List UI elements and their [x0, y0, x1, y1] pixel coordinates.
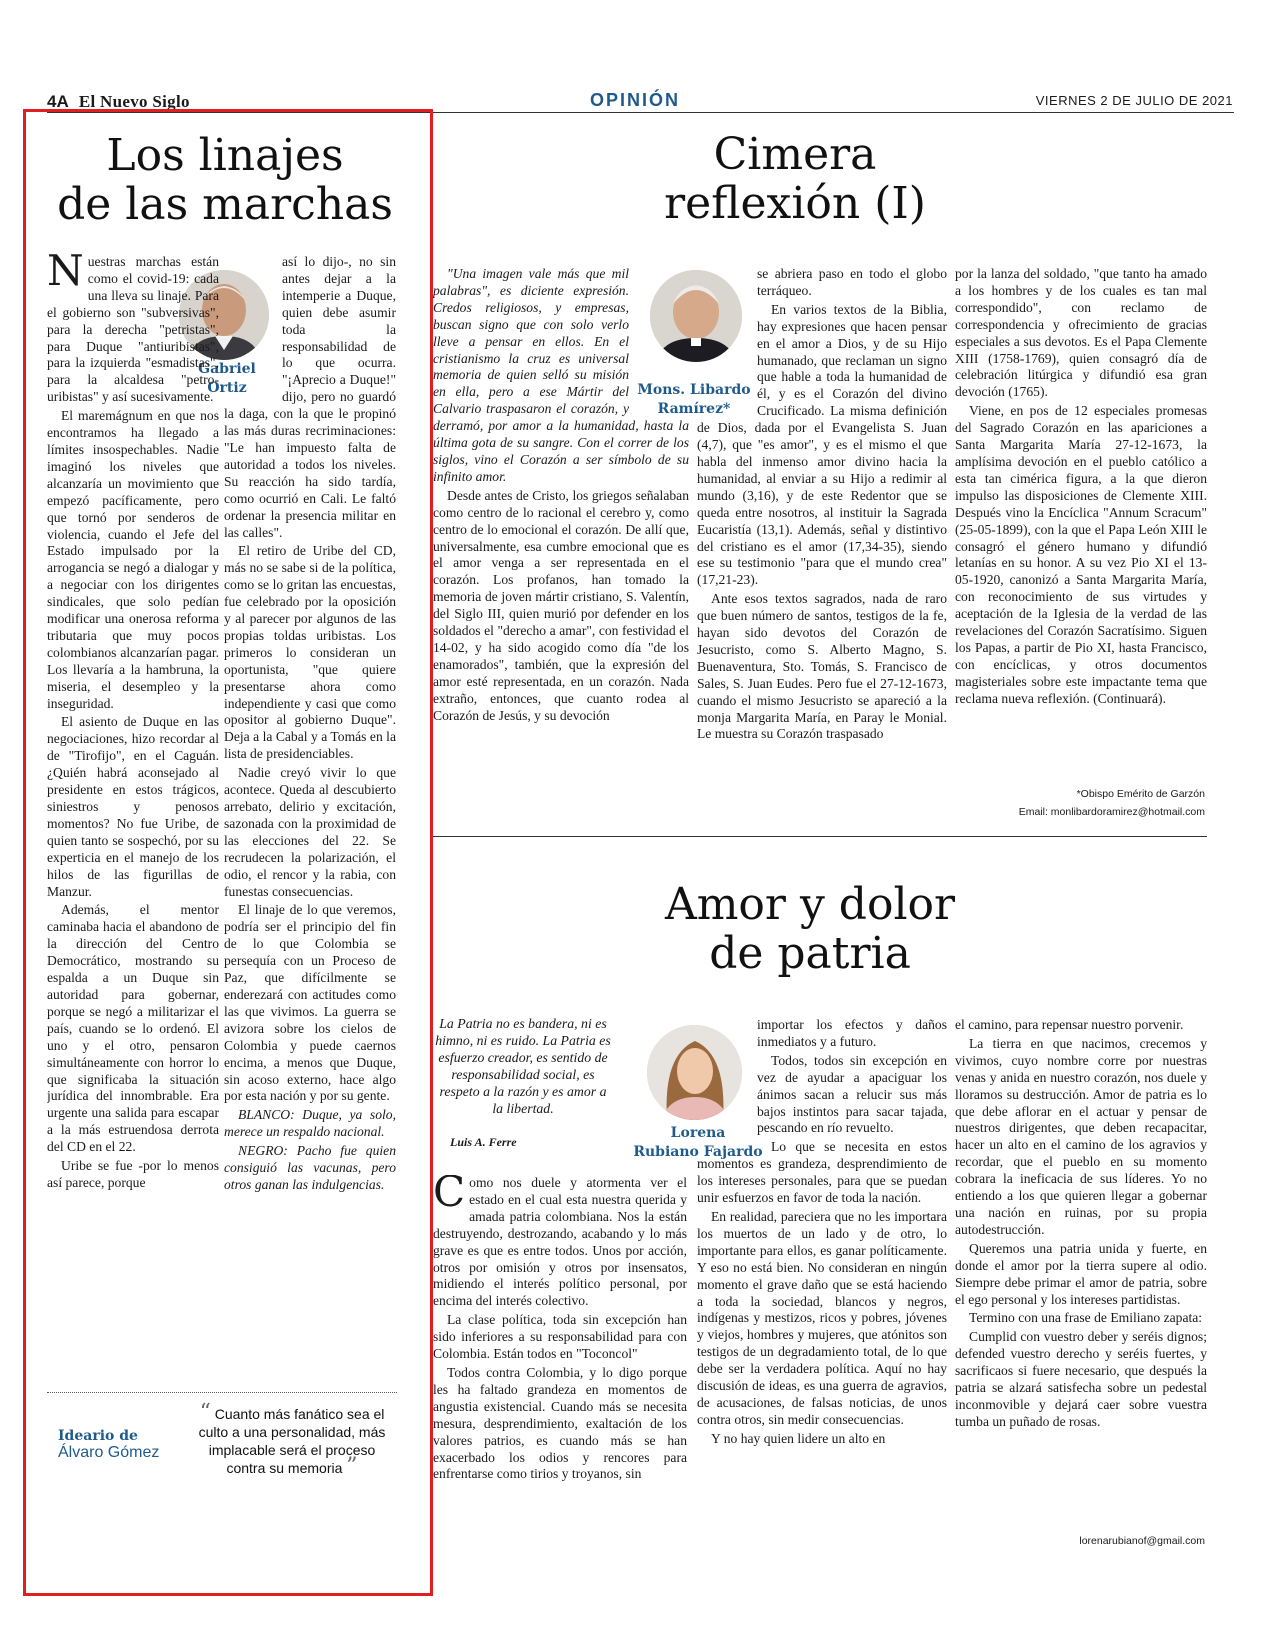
article1-paragraph: El asiento de Duque en las negociaciones, hizo recordar al de "Tirofijo", en el Caguán. ¿Quién habrá aconsejado al presidente en estos trágicos, siniestros y penosos momentos? No fue Uribe, de quien tanto se sospechó, por su experticia en el manejo de los hilos de las figurillas de Manzur.	[47, 714, 219, 899]
paragraph-text: uestras marchas están como el covid-19: cada una lleva su linaje. Para el gobierno son "subversivas", para la derecha "petristas", para Duque "antiuribistas", para la izquierda "esmadistas", para la alcaldesa "petro-uribistas" y así sucesivamente.	[47, 254, 219, 405]
article3-paragraph: Y no hay quien lidere un alto en	[711, 1430, 886, 1446]
dropcap: N	[47, 254, 84, 295]
article2-title	[560, 130, 1030, 229]
article1-title-line2: de las marchas	[57, 179, 393, 231]
article1-title-line1: Los linajes	[106, 130, 344, 181]
article2-paragraph: Desde antes de Cristo, los griegos señalaban como centro de lo racional el cerebro y, como centro de lo emocional el corazón. De allí que, universalmente, esa cumbre emocional que es el amor venga a ser representada en el corazón. Los profanos, han tomado la memoria de joven mártir cristiano, S. Valentín, del Siglo III, quien murió por defender en los soldados el "derecho a amar", con festividad el 14-02, y ha sido acogido como día "de los enamorados", también, que la expresión del amor esté representada, en un corazón. Nada extraño, entonces, que cuanto rodea al Corazón de Jesús, y su devoción	[433, 487, 689, 723]
newspaper-name: El Nuevo Siglo	[78, 92, 190, 111]
ideario-quote-text: Cuanto más fanático sea el culto a una personalidad, más implacable será el proceso contra su memoria	[198, 1406, 386, 1476]
article3-epigraph	[433, 1015, 613, 1117]
ideario-name: Álvaro Gómez	[58, 1444, 160, 1461]
author-first-name: Mons. Libardo	[637, 382, 751, 398]
article2-paragraph: En varios textos de la Biblia, hay expresiones que hacen pensar en el amor a Dios, y de su Hijo humanado, que reclaman un signo que hable a toda la humanidad de él, y es el Corazón del divino Crucificado. La misma definición de Dios, dada por el Evangelista S. Juan (4,7), que "es amor", y es el mismo el que habla del inmenso amor divino hacia la humanidad, al enviar a su Hijo a redimir al mundo (3,16), y de este Redentor que se queda entre nosotros, al instituir la Sagrada Eucaristía (13,1). Además, señal y distintivo del cristiano es el amor (17,34-35), siendo ese su testimonio "para que el mundo crea" (17,21-23).	[697, 301, 947, 588]
ideario-rule	[47, 1392, 397, 1393]
article3-paragraph: el camino, para repensar nuestro porvenir.	[955, 1017, 1184, 1032]
author-last-name: Ortiz	[207, 380, 247, 396]
article2-paragraph: Viene, en pos de 12 especiales promesas del Sagrado Corazón en las apariciones a Santa Margarita María 27-12-1673, la amplísima devoción en el pueblo católico a esta tan cimérica figura, a la que dieron impulso las disposiciones de Clemente XIII. Después vino la Encíclica "Annum Scracum" (25-05-1899), con la que el Papa León XIII le consagró el género humano y difundió letanías en su honor. A su vez Pio XI el 13-05-1920, canonizó a Santa Margarita María, con reconocimiento de sus virtudes y aceptación de la Iglesia de la verdad de las revelaciones del Corazón Sacratísimo. Siguen los Papas, a partir de Pio XI, hasta Francisco, con encíclicas, y otros documentos magisteriales sobre este impactante tema que reclama nueva reflexión. (Continuará).	[955, 403, 1207, 706]
author-first-name: Gabriel	[198, 361, 256, 377]
page-number: 4A	[47, 92, 69, 111]
article3-paragraph: Todos, todos sin excepción en vez de ayudar a apaciguar los ánimos sacan a relucir sus más bajos instintos para sacar tajada, pescando en río revuelto.	[757, 1052, 947, 1136]
article1-paragraph: Uribe se fue -por lo menos así parece, porque	[47, 1158, 219, 1190]
close-quote-icon: ”	[346, 1454, 358, 1479]
ideario-quote	[188, 1400, 396, 1479]
section-divider	[433, 836, 1207, 837]
article3-title-line1: Amor y dolor	[664, 879, 956, 930]
article1-paragraph: así lo dijo-, no sin antes dejar a la intemperie a Duque, quien debe asumir toda la responsabilidad de lo que ocurra. "¡Aprecio a Duque!" dijo, pero no guardó la daga, con la que le propinó las más duras recriminaciones: "Le han impuesto falta de autoridad a todos los niveles. Su reacción ha sido tardía, como ocurrió en Cali. Le faltó ordenar la presencia militar en las calles".	[224, 254, 396, 540]
article3-paragraph: Lo que se necesita en estos momentos es grandeza, desprendimiento de los intereses personales, para que se puedan unir esfuerzos en favor de toda la nación.	[697, 1139, 947, 1206]
article3-column1	[433, 1175, 687, 1555]
paragraph-text: omo nos duele y atormenta ver el estado en el cual esta nuestra querida y amada patria colombiana. Nos la están destruyendo, destrozando, acabando y lo más grave es que es entre todos. Unos por acción, otros por omisión y otros por insensatos, midiendo el interés político personal, por encima del interés colectivo.	[433, 1175, 687, 1309]
article2-paragraph: "Una imagen vale más que mil palabras", es diciente expresión. Credos religiosos, y empresas, buscan signo que con solo verlo lleve a pensar en ellos. En el cristianismo la cruz es universal memoria de quien selló su misión en ella, pero a ese Mártir del Calvario traspasaron el corazón, y derramó, por amor a la humanidad, hasta la última gota de su sangre. Con el correr de los siglos, vino el Corazón a ser símbolo de su infinito amor.	[433, 266, 689, 484]
article3-paragraph: La tierra en que nacimos, crecemos y vivimos, cuyo nombre corre por nuestras venas y anida en nuestro corazón, nos duele y lloramos su destrucción. Amor de patria es lo que debe aflorar en el actuar y pensar de nuestros dirigentes, que deben recapacitar, hacer un alto en el camino de los agravios y recordar, que el pueblo en su momento cobrara la ineficacia de sus líderes. Yo no entiendo a los que quieren llegar a gobernar una nación en ruinas, por su propia autodestrucción.	[955, 1035, 1207, 1237]
article1-column1	[47, 254, 219, 1369]
article2-title-line1: Cimera	[713, 129, 877, 180]
article3-paragraph: La clase política, toda sin excepción han sido inferiores a su responsabilidad para con Colombia. Están todos en "Toconcol"	[433, 1312, 687, 1362]
article3-title	[580, 880, 1040, 979]
article3-paragraph: importar los efectos y daños inmediatos y a futuro.	[757, 1017, 947, 1049]
article1-title	[40, 131, 410, 230]
article2-email: Email: monlibardoramirez@hotmail.com	[1018, 806, 1205, 818]
article2-signature: *Obispo Emérito de Garzón	[1076, 788, 1205, 800]
article2-column1	[433, 266, 689, 806]
article1-paragraph: Nadie creyó vivir lo que acontece. Queda al descubierto arrebato, delirio y excitación, sazonada con la proximidad de las elecciones del 22. Se recrudecen la polarización, el odio, el rencor y la rabia, con funestas consecuencias.	[224, 765, 396, 899]
open-quote-icon: “	[199, 1400, 211, 1425]
article1-column2	[224, 254, 396, 1369]
article2-paragraph: por la lanza del soldado, "que tanto ha amado a los hombres y de los cuales es tan mal correspondido", con reclamo de correspondencia y ofrecimiento de gracias especiales a sus devotos. Es el Papa Clemente XIII (1758-1769), quien consagró día de celebración litúrgica y difundió esa gran devoción (1765).	[955, 266, 1207, 400]
author-last-name: Rubiano Fajardo	[633, 1144, 763, 1160]
article3-paragraph: Termino con una frase de Emiliano zapata:	[969, 1310, 1203, 1326]
article2-paragraph: Ante esos textos sagrados, nada de raro que buen número de santos, testigos de la fe, hayan sido devotos del Corazón de Jesucristo, como S. Alberto Magno, S. Buenaventura, Sto. Tomás, S. Francisco de Sales, S. Juan Eudes. Pero fue el 27-12-1673, cuando el mismo Jesucristo se apareció a la monja Margarita María, en Paray le Monial. Le muestra su Corazón traspasado	[697, 591, 947, 742]
article2-title-line2: reflexión (I)	[664, 178, 926, 230]
article3-column2	[697, 1017, 947, 1554]
article3-paragraph: Cumplid con vuestro deber y seréis dignos; defended vuestro derecho y seréis fuertes, y sacrificaos si fuere necesario, que después la patria se alzará satisfecha sobre un pedestal inconmovible y dejará caer sobre vuestra tumba un puñado de rosas.	[955, 1329, 1207, 1429]
epigraph-author: Luis A. Ferre	[450, 1135, 517, 1149]
epigraph-text: La Patria no es bandera, ni es himno, ni es ruido. La Patria es esfuerzo creador, es sentido de responsabilidad social, es respeto a la razón y es amor a la libertad.	[435, 1016, 611, 1116]
article3-column3	[955, 1017, 1207, 1532]
article3-paragraph: Todos contra Colombia, y lo digo porque les ha faltado grandeza en momentos de angustia existencial. Cuando más se necesita mesura, desprendimiento, exaltación de los valores patrios, es cuando más se han exacerbado los odios y rencores para enfrentarse como tirios y troyanos, sin	[433, 1364, 687, 1482]
article3-paragraph: En realidad, pareciera que no les importara los muertos de un lado y de otro, lo importante para ellos, es ganar políticamente. Y eso no está bien. No consideran en ningún momento el grave daño que se está haciendo a toda la sociedad, blancos y negros, indígenas y mestizos, ricos y pobres, jóvenes y viejos, hombres y mujeres, que atónitos son testigos de un degradamiento total, de lo que debe ser la verdadera política. Aquí no hay discusión de ideas, es una guerra de agravios, de acusaciones, de falsas noticias, de unos contra otros, sin medir consecuencias.	[697, 1208, 947, 1427]
article2-column3	[955, 266, 1207, 781]
article3-email: lorenarubianof@gmail.com	[1079, 1535, 1205, 1547]
article3-paragraph: Queremos una patria unida y fuerte, en donde el amor por la tierra supere al odio. Siempre debe primar el amor de patria, sobre el ego personal y los intereses partidistas.	[955, 1240, 1207, 1307]
author-first-name: Lorena	[670, 1125, 726, 1141]
issue-date: VIERNES 2 DE JULIO DE 2021	[1035, 93, 1233, 108]
section-title: OPINIÓN	[590, 90, 681, 110]
ideario-label-block	[58, 1428, 168, 1462]
article3-title-line2: de patria	[709, 928, 911, 980]
article1-paragraph: Además, el mentor caminaba hacia el abandono de la dirección del Centro Democrático, mostrando su espalda a un Duque sin autoridad para gobernar, porque se negó a militarizar el país, cuando se lo ordenó. El uno y el otro, pensaron simultáneamente con horror lo que significaba la situación jurídica del innombrable. Era urgente una salida para escapar a la más estruendosa derrota del CD en el 22.	[47, 902, 219, 1155]
dropcap: C	[433, 1175, 466, 1216]
article1-paragraph: El maremágnum en que nos encontramos ha llegado a límites insospechables. Nadie imaginó los niveles que alcanzaría un movimiento que empezó pacíficamente, pero que tornó por senderos de violencia, cuando el Jefe del Estado impulsado por la arrogancia se negó a dialogar y a negociar con los dirigentes sindicales, que solo pedían modificar una onerosa reforma tributaria que muy pocos colombianos alcanzarían pagar. Los llevaría a la hambruna, la miseria, el desempleo y la inseguridad.	[47, 408, 219, 711]
article3-paragraph	[433, 1175, 687, 1310]
article1-paragraph: NEGRO: Pacho fue quien consiguió las vacunas, pero otros ganan las indulgencias.	[224, 1143, 396, 1192]
author-last-name: Ramírez*	[657, 401, 731, 417]
article1-paragraph	[47, 254, 219, 406]
ideario-label: Ideario de	[58, 1428, 138, 1444]
article1-paragraph: El linaje de lo que veremos, podría ser el principio del fin de lo que Colombia se persequía con un Proceso de Paz, que difícilmente se enderezará con actitudes como las que vivimos. La guerra se avizora sobre los cielos de Colombia y puede caernos encima, a menos que Duque, sin acoso externo, hace algo por esta nación y por su gente.	[224, 902, 396, 1104]
article2-paragraph: se abriera paso en todo el globo terráqueo.	[757, 266, 947, 298]
article1-paragraph: BLANCO: Duque, ya solo, merece un respaldo nacional.	[224, 1107, 396, 1140]
article2-column2	[697, 266, 947, 806]
article1-paragraph: El retiro de Uribe del CD, más no se sabe si de la política, como se lo gritan las encuestas, fue celebrado por la oposición y al parecer por algunos de las propias toldas uribistas. Los primeros lo consideran un oportunista, "que quiere presentarse ahora como independiente y casi que como opositor al gobierno Duque". Deja a la Cabal y a Tomás en la lista de presidenciables.	[224, 543, 396, 762]
